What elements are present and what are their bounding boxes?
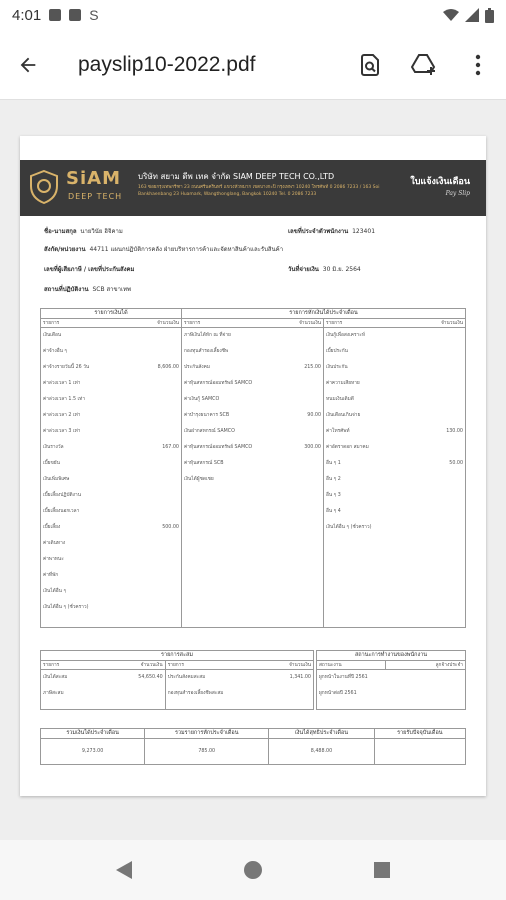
work-status-label: สถานะงาน bbox=[317, 661, 386, 670]
employee-name-row: ชื่อ-นามสกุล นายวินัย ฮิจิคาม bbox=[44, 228, 123, 235]
deduction2-row-label: ค่าโทรศัพท์ bbox=[326, 429, 350, 434]
deduction2-row bbox=[326, 424, 463, 440]
nav-recents-icon bbox=[373, 861, 391, 879]
deduction1-row-label: เงินได้ผู้ชดเชย bbox=[184, 477, 214, 482]
total-value: 8,488.00 bbox=[269, 739, 374, 765]
acc2-col-header: รายการ จำนวนเงิน bbox=[165, 661, 313, 670]
deduction2-row bbox=[326, 488, 463, 504]
income-row-label: ค่าเดินทาง bbox=[43, 541, 66, 546]
income-row bbox=[43, 568, 179, 584]
deduction1-row-label: ภาษีเงินได้หัก ณ ที่จ่าย bbox=[184, 333, 231, 338]
deduction2-row-label: เงินเดือนเกินจ่าย bbox=[326, 413, 361, 418]
sync-icon: S bbox=[89, 7, 99, 23]
total-value bbox=[374, 739, 465, 765]
totals-table bbox=[40, 728, 466, 765]
tax-id-row: เลขที่ผู้เสียภาษี / เลขที่ประกันสังคม bbox=[44, 266, 135, 273]
pdf-page bbox=[20, 136, 486, 796]
deduction1-list bbox=[182, 328, 324, 628]
income-row bbox=[43, 552, 179, 568]
income-row-label: เบี้ยเลี้ยงปฏิบัติงาน bbox=[43, 493, 81, 498]
notification-icon bbox=[49, 9, 61, 21]
work-status-value: ลูกจ้างประจำ bbox=[385, 661, 465, 670]
company-name: บริษัท สยาม ดีพ เทค จำกัด SIAM DEEP TECH CO.,LTD bbox=[138, 172, 335, 181]
deduction1-row-label: ค่าบำรุงธนาคาร SCB bbox=[184, 413, 230, 418]
nav-back-button[interactable] bbox=[110, 856, 138, 884]
work-status-row bbox=[319, 670, 463, 686]
deduction2-row-label: อื่น ๆ 3 bbox=[326, 493, 341, 498]
income-row bbox=[43, 392, 179, 408]
company-logo-icon bbox=[30, 170, 58, 204]
accumulated-header: รายการสะสม bbox=[41, 651, 314, 661]
payslip-subtitle: Pay Slip bbox=[445, 190, 470, 197]
income-row-label: ค่าจ้างอื่น ๆ bbox=[43, 349, 68, 354]
income-row-label: ค่าล่วงเวลา 1 เท่า bbox=[43, 381, 81, 386]
income-row-label: ค่าพาหนะ bbox=[43, 557, 64, 562]
income-col-header: รายการ จำนวนเงิน bbox=[41, 319, 182, 328]
acc2-list bbox=[165, 670, 313, 710]
deduction2-row-amount: 50.00 bbox=[449, 461, 463, 466]
income-row bbox=[43, 488, 179, 504]
acc-col-header: รายการ จำนวนเงิน bbox=[41, 661, 166, 670]
earnings-deductions-table bbox=[40, 308, 466, 628]
income-row-label: เงินเดือน bbox=[43, 333, 62, 338]
deduction2-row bbox=[326, 392, 463, 408]
nav-home-icon bbox=[243, 860, 263, 880]
income-row-amount: 8,606.00 bbox=[157, 365, 179, 370]
income-row-amount: 167.00 bbox=[162, 445, 179, 450]
deduction1-row bbox=[184, 344, 321, 360]
work-status-row-label: ผูกหน้าต่อปี 2561 bbox=[319, 691, 357, 696]
deduction2-row-label: อื่น ๆ 2 bbox=[326, 477, 341, 482]
deduction2-row-label: เงินประกัน bbox=[326, 365, 348, 370]
payslip-header bbox=[20, 160, 486, 216]
more-vert-icon bbox=[475, 54, 481, 76]
deduction1-row-label: ค่าหุ้นสหกรณ์ออมทรัพย์ SAMCO bbox=[184, 381, 253, 386]
deduction1-row bbox=[184, 456, 321, 472]
deduction2-list bbox=[324, 328, 466, 628]
income-row-label: ค่าล่วงเวลา 1.5 เท่า bbox=[43, 397, 86, 402]
deduction2-row bbox=[326, 504, 463, 520]
income-row bbox=[43, 424, 179, 440]
income-list bbox=[41, 328, 182, 628]
income-row bbox=[43, 440, 179, 456]
arrow-back-icon bbox=[17, 54, 39, 76]
wifi-icon bbox=[443, 8, 459, 22]
work-status-row bbox=[319, 686, 463, 702]
accumulated-row bbox=[43, 686, 163, 702]
income-row-label: เบี้ยเลี้ยงนอกเวลา bbox=[43, 509, 80, 514]
income-row-label: ค่าล่วงเวลา 3 เท่า bbox=[43, 429, 81, 434]
deduction1-col-header: รายการ จำนวนเงิน bbox=[182, 319, 324, 328]
deduction2-row bbox=[326, 344, 463, 360]
deduction1-row-label: เงินฝากสหกรณ์ SAMCO bbox=[184, 429, 235, 434]
system-nav-bar bbox=[0, 840, 506, 900]
deduction2-row bbox=[326, 360, 463, 376]
app-bar bbox=[0, 30, 506, 100]
deduction2-row-label: ค่าอัตราดอก สมาคม bbox=[326, 445, 369, 450]
accumulated2-row bbox=[168, 670, 311, 686]
accumulated2-row-amount: 1,341.00 bbox=[289, 675, 311, 680]
deduction1-row bbox=[184, 360, 321, 376]
deduction1-row bbox=[184, 376, 321, 392]
deduction2-row-amount: 130.00 bbox=[446, 429, 463, 434]
company-address: 163 ซอยกรุงเทพกรีฑา 23 ถนนศรีนครินทร์ แขวงหัวหมาก เขตบางกะปิ กรุงเทพฯ 10240 โทรศัพท์ 0 2086 7233 / 163 Soi Bankhaenbang 23 Huamark, Wangthonglang, Bangkok 10240 Tel. 0 2086 7233 bbox=[138, 185, 380, 197]
deduction1-row-label: ค่าหุ้นสหกรณ์ออมทรัพย์ SAMCO bbox=[184, 445, 253, 450]
deduction2-row bbox=[326, 408, 463, 424]
deduction2-col-header: รายการ จำนวนเงิน bbox=[324, 319, 466, 328]
deduction1-row-label: ค่าหุ้นสหกรณ์ SCB bbox=[184, 461, 224, 466]
status-bar bbox=[0, 0, 506, 30]
accumulated-row bbox=[43, 670, 163, 686]
income-row-label: ค่าจ้างรายวันนี้ 26 วัน bbox=[43, 365, 90, 370]
employee-id-row: เลขที่ประจำตัวพนักงาน 123401 bbox=[288, 228, 376, 235]
deduction1-row bbox=[184, 440, 321, 456]
income-row-label: เงินรางวัล bbox=[43, 445, 64, 450]
pdf-viewer[interactable] bbox=[0, 100, 506, 840]
income-row bbox=[43, 504, 179, 520]
deduction1-row-label: ประกันสังคม bbox=[184, 365, 211, 370]
income-row-label: เงินได้อื่น ๆ bbox=[43, 589, 67, 594]
income-row bbox=[43, 536, 179, 552]
work-status-header: สถานะการทำงานของพนักงาน bbox=[317, 651, 466, 661]
document-title: payslip10-2022.pdf bbox=[78, 52, 256, 76]
pay-date-row: วันที่จ่ายเงิน 30 มิ.ย. 2564 bbox=[288, 266, 361, 273]
add-to-drive-button[interactable] bbox=[410, 51, 438, 79]
deduction1-row bbox=[184, 408, 321, 424]
deduction2-row bbox=[326, 520, 463, 536]
department-row: สังกัด/หน่วยงาน 44711 แผนกปฏิบัติการคลัง ฝ่ายบริหารการค้าและจัดหาสินค้าและรับสินค้า bbox=[44, 246, 284, 253]
income-header: รายการเงินได้ bbox=[41, 309, 182, 319]
more-options-button[interactable] bbox=[464, 51, 492, 79]
deduction1-row-amount: 215.00 bbox=[304, 365, 321, 370]
deduction2-row bbox=[326, 440, 463, 456]
accumulated2-row-label: ประกันสังคมสะสม bbox=[167, 675, 206, 680]
income-row-label: เบี้ยขยัน bbox=[43, 461, 60, 466]
brand-subtitle: DEEP TECH bbox=[68, 192, 123, 201]
deduction-header: รายการหักเงินได้ประจำเดือน bbox=[182, 309, 466, 319]
deduction1-row-amount: 90.00 bbox=[307, 413, 321, 418]
accumulated-row-label: ภาษีสะสม bbox=[43, 691, 64, 696]
income-row bbox=[43, 472, 179, 488]
accumulated-row-label: เงินได้สะสม bbox=[43, 675, 68, 680]
total-value: 785.00 bbox=[145, 739, 269, 765]
income-row bbox=[43, 456, 179, 472]
deduction2-row-label: เบี้ยประกัน bbox=[326, 349, 348, 354]
add-to-drive-icon bbox=[411, 53, 437, 77]
deduction2-row bbox=[326, 328, 463, 344]
find-in-page-button[interactable] bbox=[356, 51, 384, 79]
income-row-label: ค่าที่พัก bbox=[43, 573, 59, 578]
deduction2-row-label: อื่น ๆ 4 bbox=[326, 509, 341, 514]
work-status-table bbox=[316, 650, 466, 710]
payslip-title: ใบแจ้งเงินเดือน bbox=[410, 177, 470, 187]
status-time: 4:01 bbox=[12, 6, 42, 24]
nav-recents-button[interactable] bbox=[368, 856, 396, 884]
nav-home-button[interactable] bbox=[239, 856, 267, 884]
find-in-page-icon bbox=[358, 53, 382, 77]
income-row bbox=[43, 344, 179, 360]
deduction1-row bbox=[184, 472, 321, 488]
income-row bbox=[43, 520, 179, 536]
deduction2-row bbox=[326, 376, 463, 392]
total-label: รายรับปัจจุบันเดือน bbox=[374, 729, 465, 739]
deduction2-row-label: เงินกู้เพื่อสงเคราะห์ bbox=[326, 333, 365, 338]
total-label: เงินได้สุทธิประจำเดือน bbox=[269, 729, 374, 739]
work-status-row-label: ผูกหน้าในงานที่ปี 2561 bbox=[319, 675, 368, 680]
signal-icon bbox=[465, 8, 479, 22]
nav-back-icon bbox=[115, 860, 133, 880]
deduction1-row-label: กองทุนสำรองเลี้ยงชีพ bbox=[184, 349, 229, 354]
deduction2-row-label: ค่าความเสียหาย bbox=[326, 381, 360, 386]
deduction2-row-label: อื่น ๆ 1 bbox=[326, 461, 341, 466]
back-button[interactable] bbox=[14, 51, 42, 79]
income-row-label: เงินได้อื่น ๆ (ชั่วคราว) bbox=[43, 605, 89, 610]
accumulated-row-amount: 54,650.40 bbox=[138, 675, 163, 680]
accumulated2-row-label: กองทุนสำรองเลี้ยงชีพสะสม bbox=[167, 691, 224, 696]
income-row-label: เงินเพิ่มพิเศษ bbox=[43, 477, 70, 482]
deduction2-row-label: หนมเงินเดิมดี bbox=[326, 397, 354, 402]
income-row bbox=[43, 408, 179, 424]
income-row bbox=[43, 360, 179, 376]
income-row bbox=[43, 328, 179, 344]
total-label: รวมเงินได้ประจำเดือน bbox=[41, 729, 145, 739]
workplace-row: สถานที่ปฏิบัติงาน SCB สาขาเทพ bbox=[44, 286, 131, 293]
deduction1-row bbox=[184, 328, 321, 344]
deduction1-row bbox=[184, 392, 321, 408]
total-value: 9,273.00 bbox=[41, 739, 145, 765]
work-status-list bbox=[317, 670, 466, 710]
income-row bbox=[43, 376, 179, 392]
accumulated2-row bbox=[168, 686, 311, 702]
income-row bbox=[43, 600, 179, 616]
deduction2-row bbox=[326, 472, 463, 488]
deduction1-row-label: ค่าเงินกู้ SAMCO bbox=[184, 397, 220, 402]
sd-card-icon bbox=[69, 9, 81, 21]
battery-icon bbox=[485, 8, 494, 23]
income-row-amount: 500.00 bbox=[162, 525, 179, 530]
total-label: รวมรายการหักประจำเดือน bbox=[145, 729, 269, 739]
brand-name: SiAM bbox=[66, 168, 121, 189]
deduction1-row-amount: 300.00 bbox=[304, 445, 321, 450]
income-row bbox=[43, 584, 179, 600]
deduction2-row bbox=[326, 456, 463, 472]
deduction1-row bbox=[184, 424, 321, 440]
accumulated-table bbox=[40, 650, 314, 710]
deduction2-row-label: เงินได้อื่น ๆ (ชั่วคราว) bbox=[326, 525, 372, 530]
income-row-label: ค่าล่วงเวลา 2 เท่า bbox=[43, 413, 81, 418]
income-row-label: เบี้ยเลี้ยง bbox=[43, 525, 61, 530]
acc-list bbox=[41, 670, 166, 710]
